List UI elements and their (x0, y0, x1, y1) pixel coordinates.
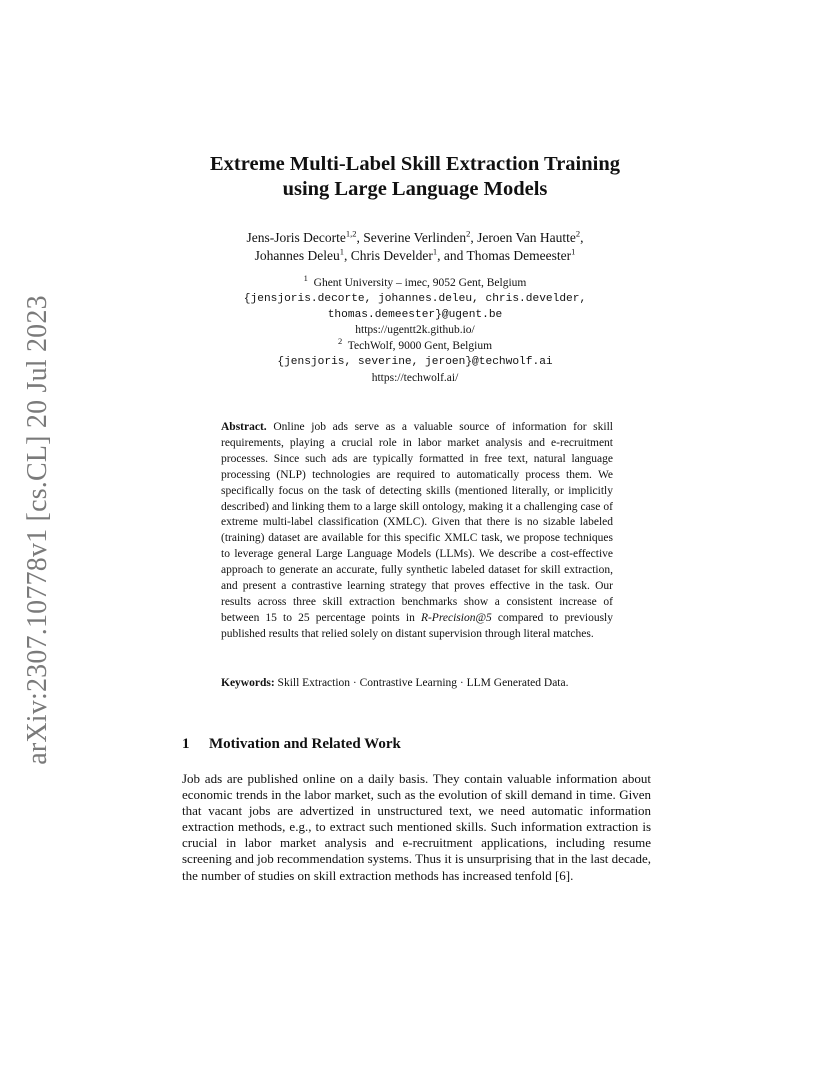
affiliation-name: Ghent University – imec, 9052 Gent, Belgium (313, 277, 527, 289)
author-affiliation-mark: 2 (466, 228, 471, 239)
keywords-text: Skill Extraction · Contrastive Learning · LLM Generated Data. (277, 677, 569, 689)
author-name: Thomas Demeester (466, 248, 572, 263)
affiliation-1-url[interactable]: https://ugentt2k.github.io/ (355, 324, 475, 337)
author-name: Johannes Deleu (254, 248, 340, 263)
arxiv-identifier-text: arXiv:2307.10778v1 [cs.CL] 20 Jul 2023 (22, 295, 53, 765)
affiliation-2 (175, 336, 655, 355)
title-line-1: Extreme Multi-Label Skill Extraction Training (210, 153, 620, 175)
abstract (221, 420, 613, 643)
section-heading (182, 734, 652, 754)
author-list: Jens-Joris Decorte$^{1,2}$, Severine Verlinden$^2$, Jeroen Van Hautte$^2$, Johannes Deleu$^1$, Chris Develder$^1$, and Thomas Demeester$^1$ (246, 228, 584, 263)
abstract-metric: R-Precision@5 (420, 611, 492, 624)
author-name: Chris Develder (350, 248, 433, 263)
author-affiliation-mark: 1 (432, 246, 438, 257)
affiliation-name: TechWolf, 9000 Gent, Belgium (347, 340, 493, 353)
author-affiliation-mark: 1 (339, 246, 345, 257)
abstract-text: Online job ads serve as a valuable source of information for skill requirements, playing a crucial role in labor market analysis and e-recruitment processes. Since such ads are typically formatted in free text, natural language processing (NLP) technologies are required to automatically process them. We specifically focus on the task of detecting skills (mentioned literally, or implicitly described) and linking them to a large skill ontology, making it a challenging case of extreme multi-label classification (XMLC). Given that there is no sizable labeled (training) dataset are available for this specific XMLC task, we propose techniques to leverage general Large Language Models (LLMs). We describe a cost-effective approach to generate an accurate, fully synthetic labeled dataset for skill extraction, and present a contrastive learning strategy that proves effective in the task. Our results across three skill extraction benchmarks show a consistent increase of between 15 to 25 percentage points in (221, 421, 613, 624)
keywords-label: Keywords: (221, 677, 275, 689)
keywords (221, 676, 613, 692)
section-title: Motivation and Related Work (209, 736, 401, 752)
author-name: Severine Verlinden (363, 230, 467, 245)
abstract-text-end: compared to previously published results that relied solely on distant supervision through literal matches. (221, 611, 613, 640)
affiliation-1 (175, 273, 655, 292)
arxiv-identifier-stamp (18, 295, 58, 765)
author-name: Jeroen Van Hautte (477, 230, 576, 245)
affiliation-2-url[interactable]: https://techwolf.ai/ (371, 371, 459, 384)
affiliation-mark: 2 (337, 336, 343, 347)
author-name: Jens-Joris Decorte (246, 230, 346, 245)
title-line-2: using Large Language Models (282, 178, 548, 200)
abstract-label: Abstract. (221, 421, 267, 433)
section-number: 1 (182, 736, 190, 752)
affiliation-1-emails: {jensjoris.decorte, johannes.deleu, chris.develder, (243, 292, 587, 305)
paper-title (175, 152, 655, 202)
section-paragraph: Job ads are published online on a daily basis. They contain valuable information about economic trends in the labor market, such as the evolution of skill demand in time. Given that vacant jobs are advertized in unstructured text, we need automatic information extraction methods, e.g., to extract such mentioned skills. Such information extraction is crucial in labor market analysis and e-recruitment applications, including resume screening and job recommendation systems. Thus it is unsurprising that in the last decade, the number of studies on skill extraction methods has increased tenfold [6]. (182, 771, 651, 883)
author-affiliation-mark: 2 (575, 228, 581, 239)
affiliation-block (175, 273, 655, 387)
author-affiliation-mark: 1,2 (345, 228, 357, 239)
affiliation-1-emails-cont: thomas.demeester}@ugent.be (327, 308, 503, 321)
affiliation-2-emails: {jensjoris, severine, jeroen}@techwolf.ai (277, 355, 553, 368)
affiliation-mark: 1 (303, 273, 308, 284)
author-affiliation-mark: 1 (571, 246, 576, 257)
